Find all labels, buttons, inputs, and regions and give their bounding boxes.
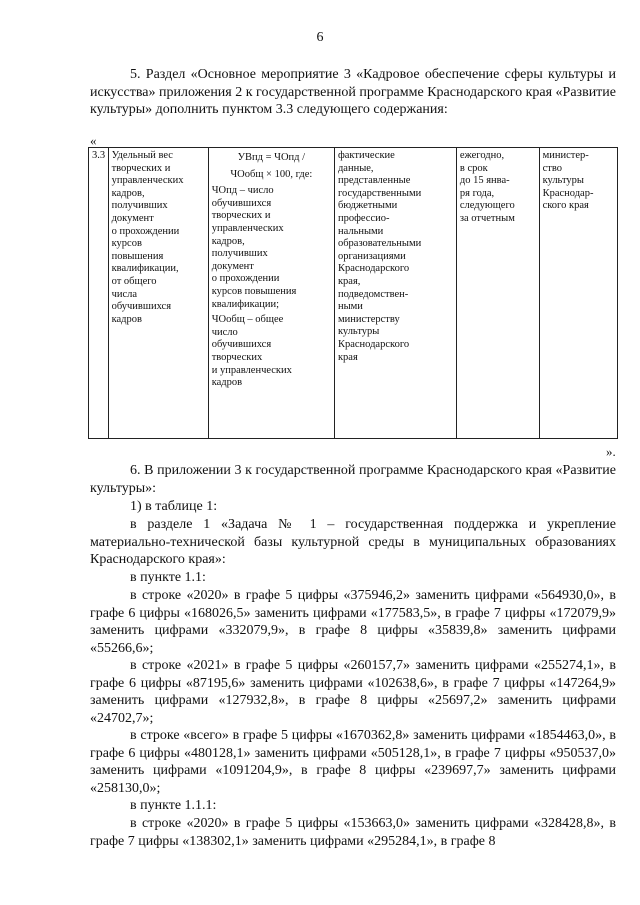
opening-quote: « xyxy=(90,133,97,148)
punkt-1-1: в пункте 1.1: xyxy=(130,570,206,585)
formula-definition-2: ЧОобщ – общее число обучившихся творческих и управленческих кадров xyxy=(211,314,292,389)
formula-definition-1: ЧОпд – число обучившихся творческих и управленческих кадров, получивших документ о прохождении курсов повышения квалификации; xyxy=(211,185,297,310)
row-2020-paragraph: в строке «2020» в графе 5 цифры «375946,2» заменить цифрами «564930,0», в графе 6 цифры «168026,5» заменить цифрами «177583,5», в графе 7 цифры «172079,9» заменить цифрами «332079,9», в графе 8 цифры «35839,8» заменить цифрами «55266,6»; xyxy=(90,588,616,656)
formula-line-1: УВпд = ЧОпд / xyxy=(237,152,306,163)
row-total-paragraph: в строке «всего» в графе 5 цифры «1670362,8» заменить цифрами «1854463,0», в графе 6 цифры «480128,1» заменить цифрами «505128,1», в графе 7 цифры «950537,0» заменить цифрами «1091204,9», в графе 8 цифры «239697,7» заменить цифрами «258130,0»; xyxy=(90,728,616,796)
formula-line-2: ЧОобщ × 100, где: xyxy=(230,168,313,180)
section-6-paragraph: 6. В приложении 3 к государственной программе Краснодарского края «Развитие культуры»: xyxy=(90,463,616,496)
table-cell-indicator-name: Удельный вес творческих и управленческих кадров, получивших документ о прохождении курсов повышения квалификации, от общего числа обучившихся кадров xyxy=(108,148,208,439)
punkt-1-1-1: в пункте 1.1.1: xyxy=(130,798,217,813)
closing-quote: ». xyxy=(606,444,616,459)
row-2020b-paragraph: в строке «2020» в графе 5 цифры «153663,0» заменить цифрами «328428,8», в графе 7 цифры «138302,1» заменить цифрами «295284,1», в графе 8 xyxy=(90,816,616,849)
section-5-paragraph: 5. Раздел «Основное мероприятие 3 «Кадровое обеспечение сферы культуры и искусства» приложения 2 к государственной программе Краснодарского края «Развитие культуры» дополнить пунктом 3.3 следующего содержания: xyxy=(90,67,617,118)
table-cell-formula xyxy=(208,148,334,439)
table-row xyxy=(89,148,618,439)
page-number: 6 xyxy=(316,30,324,45)
table-cell-responsible: министер- ство культуры Краснодар- ского края xyxy=(539,148,617,439)
indicator-table xyxy=(88,147,618,439)
razdel-1-paragraph: в разделе 1 «Задача № 1 – государственная поддержка и укрепление материально-технической базы культурной среды в муниципальных образованиях Краснодарского края»: xyxy=(90,517,616,568)
item-1: 1) в таблице 1: xyxy=(130,499,218,514)
table-cell-period: ежегодно, в срок до 15 янва- ря года, следующего за отчетным xyxy=(456,148,539,439)
table-cell-number: 3.3 xyxy=(89,148,109,439)
table-cell-data-source: фактические данные, представленные государственными бюджетными профессио- нальными образовательными организациями Краснодарского края, подведомствен- ными министерству культуры Краснодарского края xyxy=(334,148,456,439)
row-2021-paragraph: в строке «2021» в графе 5 цифры «260157,7» заменить цифрами «255274,1», в графе 6 цифры «87195,6» заменить цифрами «102638,6», в графе 7 цифры «147264,9» заменить цифрами «127932,8», в графе 8 цифры «25697,2» заменить цифрами «24702,7»; xyxy=(90,658,616,726)
